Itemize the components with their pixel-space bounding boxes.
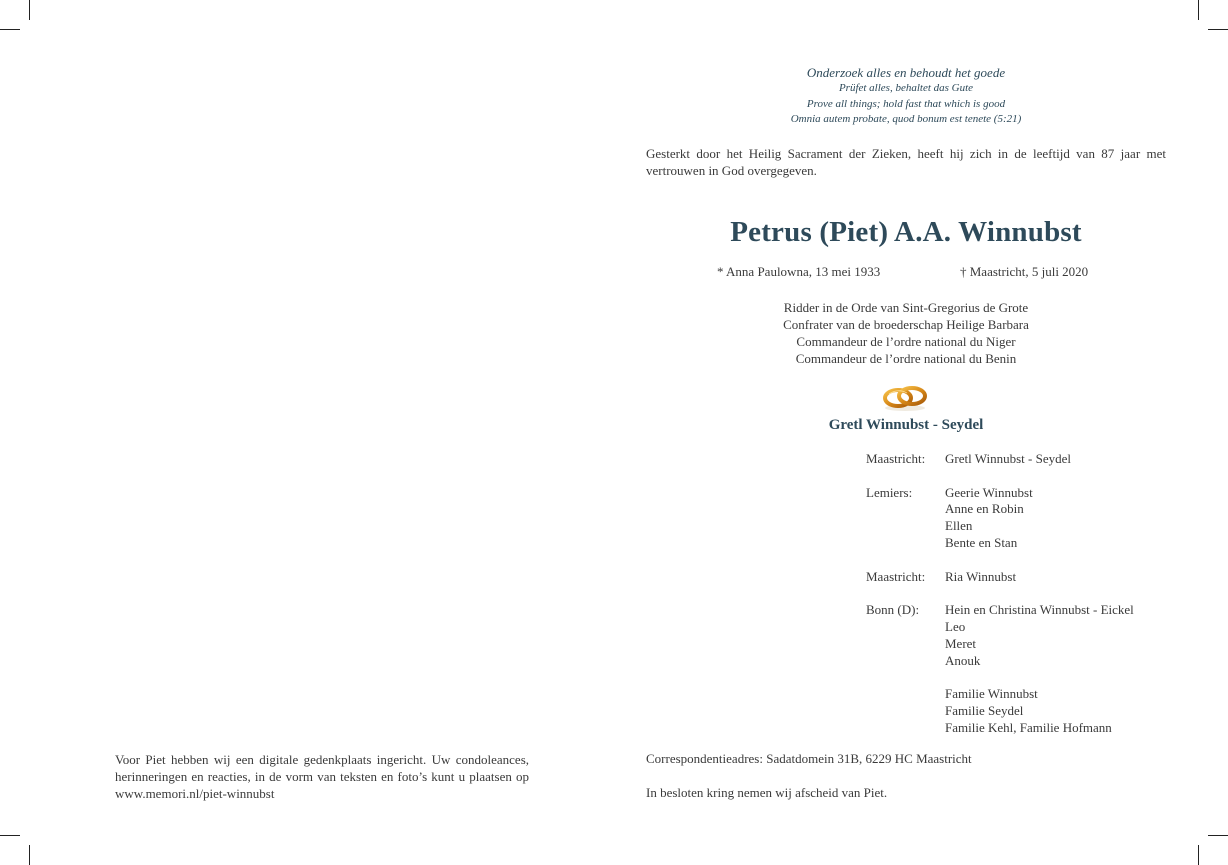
- family-member: Familie Seydel: [945, 702, 1024, 718]
- family-member: Anouk: [945, 652, 981, 668]
- family-member: Ria Winnubst: [945, 568, 1017, 584]
- honour-item: Commandeur de l’ordre national du Benin: [795, 351, 1017, 366]
- family-group: [866, 485, 1134, 552]
- wedding-rings-icon: [881, 382, 929, 412]
- bible-verse: [646, 64, 1166, 128]
- family-place: Bonn (D):: [866, 602, 920, 618]
- family-member: Leo: [945, 618, 966, 634]
- crop-mark: [1198, 0, 1199, 20]
- correspondence-address: Correspondentieadres: Sadatdomein 31B, 6229 HC Maastricht: [646, 751, 972, 766]
- family-member: Anne en Robin: [945, 501, 1024, 517]
- crop-mark: [0, 835, 20, 836]
- deceased-name: Petrus (Piet) A.A. Winnubst: [730, 216, 1082, 248]
- spouse-name: Gretl Winnubst - Seydel: [828, 417, 984, 433]
- honours-list: [646, 299, 1166, 367]
- family-place: [866, 686, 945, 736]
- birth-info: * Anna Paulowna, 13 mei 1933: [717, 264, 881, 279]
- family-member: Bente en Stan: [945, 534, 1018, 550]
- intro-text: Gesterkt door het Heilig Sacrament der Zieken, heeft hij zich in de leeftijd van 87 jaar met vertrouwen in God overgegeven.: [646, 146, 1166, 178]
- family-group: [866, 686, 1134, 736]
- family-group: [866, 602, 1134, 669]
- family-member: Geerie Winnubst: [945, 484, 1033, 500]
- verse-dutch: Onderzoek alles en behoudt het goede: [806, 65, 1006, 80]
- family-member: Gretl Winnubst - Seydel: [945, 451, 1071, 466]
- verse-latin: Omnia autem probate, quod bonum est tenete (5:21): [790, 113, 1022, 125]
- verse-german: Prüfet alles, behaltet das Gute: [838, 82, 974, 94]
- family-list: [866, 451, 1134, 753]
- family-member: Hein en Christina Winnubst - Eickel: [945, 602, 1134, 618]
- memorial-website-note: Voor Piet hebben wij een digitale gedenkplaats ingericht. Uw condoleances, herinneringen en reacties, in de vorm van teksten en foto’s kunt u plaatsen op www.memori.nl/piet-winnubst: [115, 752, 529, 801]
- honour-item: Confrater van de broederschap Heilige Barbara: [783, 317, 1029, 332]
- closing-text: In besloten kring nemen wij afscheid van Piet.: [646, 785, 888, 800]
- crop-mark: [29, 0, 30, 20]
- family-place: Maastricht:: [866, 568, 926, 584]
- family-group: [866, 451, 1134, 468]
- family-group: [866, 569, 1134, 586]
- family-member: Meret: [945, 635, 977, 651]
- verse-english: Prove all things; hold fast that which is good: [806, 97, 1006, 110]
- honour-item: Commandeur de l’ordre national du Niger: [796, 334, 1016, 349]
- death-info: † Maastricht, 5 juli 2020: [960, 264, 1089, 279]
- family-member: Ellen: [945, 518, 973, 534]
- family-member: Familie Kehl, Familie Hofmann: [945, 719, 1112, 735]
- crop-mark: [0, 29, 20, 30]
- crop-mark: [1208, 835, 1228, 836]
- crop-mark: [1198, 845, 1199, 865]
- family-member: Familie Winnubst: [945, 686, 1038, 702]
- family-place: Lemiers:: [866, 484, 913, 500]
- family-place: Maastricht:: [866, 451, 926, 466]
- honour-item: Ridder in de Orde van Sint-Gregorius de Grote: [783, 300, 1029, 315]
- crop-mark: [29, 845, 30, 865]
- crop-mark: [1208, 29, 1228, 30]
